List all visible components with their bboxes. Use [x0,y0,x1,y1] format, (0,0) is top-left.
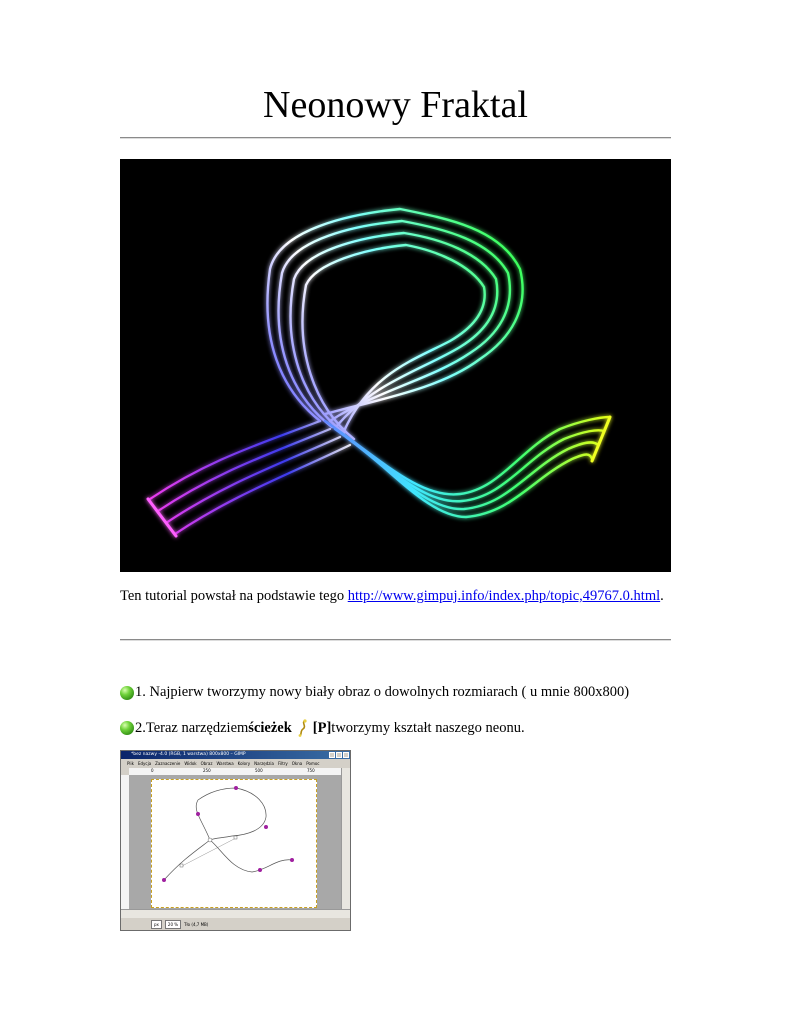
menu-item: Widok [184,761,197,766]
menu-item: Pomoc [306,761,320,766]
menu-bar [121,760,350,767]
ruler-mark: 500 [255,768,263,773]
minimize-icon [329,752,335,758]
step-2-tool-name: ścieżek [248,719,292,736]
canvas-area [129,775,342,910]
source-end: . [660,588,664,604]
menu-item: Plik [127,761,134,766]
path-tool-icon [296,719,310,737]
ruler-mark: 0 [151,768,154,773]
source-paragraph [120,588,664,605]
status-text: Tło (4,7 MB) [184,921,209,927]
menu-item: Zaznaczenie [155,761,181,766]
page-title: Neonowy Fraktal [263,84,528,126]
menu-item: Edycja [137,761,152,766]
ruler-mark: 750 [307,768,315,773]
vertical-scrollbar[interactable] [341,768,350,910]
source-text: Ten tutorial powstał na podstawie tego [120,588,348,604]
zoom-select[interactable]: 20 % [165,920,181,929]
image-canvas [151,779,317,908]
menu-item: Okna [291,761,303,766]
menu-item: Warstwa [216,761,234,766]
menu-item: Narzędzia [254,761,274,766]
menu-item: Filtry [277,761,288,766]
step-1 [120,684,629,701]
green-bullet-icon [120,721,134,735]
ruler-mark: 250 [203,768,211,773]
status-bar [121,918,350,930]
path-drawing [152,780,316,907]
window-title: *bez nazwy -4.0 (RGB, 1 warstwa) 800x800 – GIMP [131,752,246,757]
window-titlebar [121,751,350,759]
horizontal-scrollbar[interactable] [121,909,350,918]
unit-select[interactable]: px [151,920,162,929]
menu-item: Kolory [237,761,251,766]
gimp-screenshot [120,750,351,931]
step-2-text-after: tworzymy kształt naszego neonu. [331,719,525,736]
source-link[interactable]: http://www.gimpuj.info/index.php/topic,49767.0.html [347,588,661,604]
step-1-text: 1. Najpierw tworzymy nowy biały obraz o dowolnych rozmiarach ( u mnie 800x800) [135,684,630,700]
section-divider [120,639,671,641]
maximize-icon [336,752,342,758]
title-divider [120,137,671,139]
step-2 [120,719,525,737]
step-2-shortcut: [P] [312,719,332,736]
neon-fractal-image [120,159,671,572]
green-bullet-icon [120,686,134,700]
close-icon [343,752,349,758]
menu-item: Obraz [200,761,213,766]
step-2-text-before: 2.Teraz narzędziem [135,719,249,736]
